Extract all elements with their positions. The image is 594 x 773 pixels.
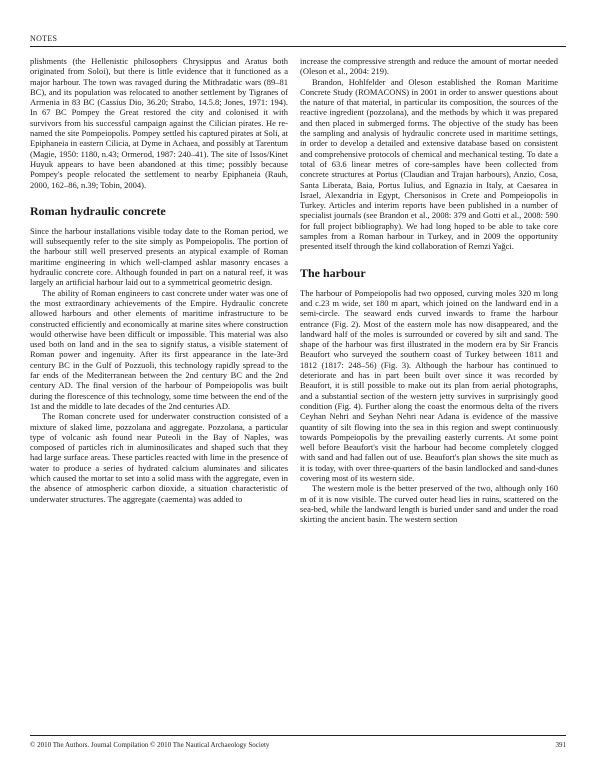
body-paragraph: plishments (the Hellenistic philosophers Chrysippus and Aratus both originated from Soloi), but there is little evidence that it functioned as a major harbour. The town was ravaged during the Mithradatic wars (89–81 BC), and its population was relocated to another settlement by Tigranes of Armenia in 83 BC (Cassius Dio, 36.20; Strabo, 14.5.8; Jones, 1971: 194). In 67 BC Pompey the Great restored the city and colonised it with survivors from his successful campaign against the Cilician pirates. He re-named the site Pompeiopolis. Pompey settled his captured pirates at Soli, at Epiphaneia in eastern Cilicia, at Dyme in Achaea, and possibly at Tarentum (Magie, 1950: 1180, n.43; Ormerod, 1987: 240–41). The site of Issos/Kinet Huyuk appears to have been abandoned at this time; possibly because Pompey's people relocated the settlement to nearby Epiphaneia (Rauh, 2000, 162–86, n.39; Tobin, 2004). — [30, 56, 288, 190]
left-column — [30, 56, 288, 504]
copyright-notice: © 2010 The Authors. Journal Compilation © 2010 The Nautical Archaeology Society — [30, 741, 270, 749]
page-footer — [30, 741, 566, 749]
section-heading: Roman hydraulic concrete — [30, 203, 166, 218]
header-rule — [30, 46, 566, 47]
body-paragraph: The ability of Roman engineers to cast concrete under water was one of the most extraordinary achievements of the Empire. Hydraulic concrete allowed harbours and other elements of maritime infrastructure to be constructed efficiently and economically at marine sites where construction would otherwise have been difficult or impossible. This material was also used both on land and in the sea to signify status, a visible statement of Roman power and ingenuity. After its first appearance in the late-3rd century BC in the Gulf of Pozzuoli, this technology rapidly spread to the far ends of the Mediterranean between the 2nd century BC and the 2nd century AD. The final version of the harbour of Pompeiopolis was built during the florescence of this technology, some time between the end of the 1st and the middle to late decades of the 2nd centuries AD. — [30, 287, 288, 411]
page-number: 391 — [555, 741, 566, 749]
body-paragraph: The harbour of Pompeiopolis had two opposed, curving moles 320 m long and c.23 m wide, set 180 m apart, which joined on the landward end in a semi-circle. The seaward ends curved inwards to frame the harbour entrance (Fig. 2). Most of the eastern mole has now disappeared, and the landward half of the moles is surrounded or covered by silt and sand. The shape of the harbour was first illustrated in the modern era by Sir Francis Beaufort who surveyed the southern coast of Turkey between 1811 and 1812 (1817: 248–56) (Fig. 3). Although the harbour has continued to deteriorate and has in part been built over since it was recorded by Beaufort, it is still possible to make out its plan from aerial photographs, and a substantial section of the western jetty survives in surprisingly good condition (Fig. 4). Further along the coast the enormous delta of the rivers Ceyhan Nehri and Seyhan Nehri near Adana is evidence of the massive quantity of silt flowing into the sea in this region and swept continuously towards Pompeiopolis by the prevailing easterly currents. At some point well before Beaufort's visit the harbour had become completely clogged with sand and had fallen out of use. Beaufort's plan shows the site much as it is today, with over three-quarters of the basin landlocked and sand-dunes covering most of its western side. — [300, 287, 558, 483]
right-column — [300, 56, 558, 524]
running-header: NOTES — [30, 34, 58, 43]
body-paragraph: Since the harbour installations visible today date to the Roman period, we will subsequently refer to the site simply as Pompeiopolis. The portion of the harbour still well preserved presents an atypical example of Roman maritime engineering in which well-clamped ashlar masonry encases a hydraulic concrete core. Although founded in part on a natural reef, it was largely an artificial harbour laid out to a symmetrical geometric design. — [30, 225, 288, 288]
body-paragraph: Brandon, Hohlfelder and Oleson established the Roman Maritime Concrete Study (ROMACONS) in 2001 in order to answer questions about the nature of that material, in particular its composition, the sources of the reactive ingredient (pozzolana), and the methods by which it was prepared and then placed in submerged forms. The objective of the study has been the sampling and analysis of hydraulic concrete used in maritime settings, in order to develop a detailed and extensive database based on consistent and comprehensive protocols of chemical and mechanical testing. To date a total of 63.6 linear metres of core-samples have been collected from concrete structures at Portus (Claudian and Trajan harbours), Anzio, Cosa, Santa Liberata, Baia, Portus Iulius, and Egnazia in Italy, at Caesarea in Israel, Alexandria in Egypt, Chersonisos in Crete and Pompeiopolis in Turkey. Articles and interim reports have been published in a number of specialist journals (see Brandon et al., 2008: 379 and Gotti et al., 2008: 590 for full project bibliography). We had long hoped to be able to take core samples from a Roman harbour in Turkey, and in 2009 the opportunity presented itself through the kind collaboration of Remzi Yağci. — [300, 76, 558, 252]
section-heading: The harbour — [300, 265, 366, 280]
body-paragraph: increase the compressive strength and reduce the amount of mortar needed (Oleson et al., 2004: 219). — [300, 56, 558, 77]
body-paragraph: The western mole is the better preserved of the two, although only 160 m of it is now visible. The curved outer head lies in ruins, scattered on the sea-bed, while the landward length is buried under sand and under the road skirting the ancient basin. The western section — [300, 483, 558, 525]
footer-rule — [30, 735, 566, 736]
body-paragraph: The Roman concrete used for underwater construction consisted of a mixture of slaked lime, pozzolana and aggregate. Pozzolana, a particular type of volcanic ash found near Puteoli in the Bay of Naples, was composed of particles rich in aluminosilicates and shaped such that they had large surface areas. These particles reacted with lime in the presence of water to produce a series of hydrated calcium aluminates and silicates which caused the mortar to set into a solid mass with the aggregate, even in the absence of atmospheric carbon dioxide, a situation characteristic of underwater structures. The aggregate (caementa) was added to — [30, 411, 288, 504]
